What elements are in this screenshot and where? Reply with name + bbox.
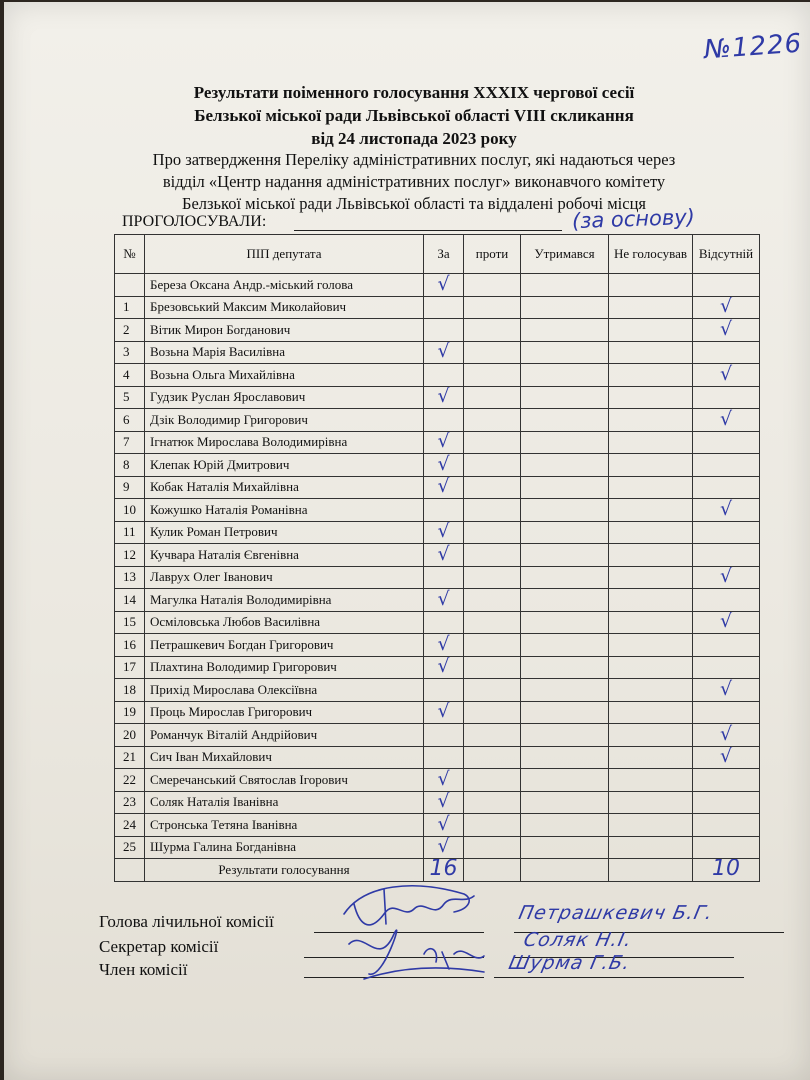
vote-cell-for <box>424 431 464 454</box>
checkmark-icon: √ <box>437 701 450 723</box>
row-number: 13 <box>115 566 145 589</box>
row-number: 18 <box>115 679 145 702</box>
row-number: 8 <box>115 454 145 477</box>
title-line-2: Белзької міської ради Львівської області VIII скликання <box>194 106 634 125</box>
vote-cell-for <box>424 836 464 859</box>
vote-cell-abstained <box>521 836 609 859</box>
vote-cell-absent <box>693 566 760 589</box>
checkmark-icon: √ <box>437 543 450 565</box>
subject-line-3: Белзької міської ради Львівської області та віддалені робочі місця <box>181 194 647 213</box>
vote-cell-abstained <box>521 274 609 297</box>
vote-cell-against <box>464 544 521 567</box>
table-row <box>115 341 760 364</box>
vote-cell-not-voted <box>609 341 693 364</box>
vote-cell-absent <box>693 836 760 859</box>
vote-cell-against <box>464 274 521 297</box>
table-row <box>115 296 760 319</box>
vote-table <box>114 234 760 882</box>
vote-cell-not-voted <box>609 701 693 724</box>
table-row <box>115 769 760 792</box>
row-number: 21 <box>115 746 145 769</box>
voted-underline <box>294 230 562 231</box>
checkmark-icon: √ <box>719 408 733 430</box>
basis-note: (за основу) <box>571 204 696 234</box>
vote-cell-not-voted <box>609 409 693 432</box>
deputy-name: Смеречанський Святослав Ігорович <box>145 769 424 792</box>
vote-cell-not-voted <box>609 679 693 702</box>
deputy-name: Лаврух Олег Іванович <box>145 566 424 589</box>
vote-cell-abstained <box>521 544 609 567</box>
table-row <box>115 431 760 454</box>
vote-cell-absent <box>693 409 760 432</box>
row-number: 23 <box>115 791 145 814</box>
member-name-line <box>494 977 744 978</box>
vote-cell-for <box>424 341 464 364</box>
vote-cell-abstained <box>521 679 609 702</box>
vote-cell-not-voted <box>609 656 693 679</box>
deputy-name: Осміловська Любов Василівна <box>145 611 424 634</box>
vote-cell-against <box>464 634 521 657</box>
table-row <box>115 364 760 387</box>
deputy-name: Прихід Мирослава Олексіївна <box>145 679 424 702</box>
vote-cell-abstained <box>521 724 609 747</box>
vote-cell-absent <box>693 589 760 612</box>
vote-cell-not-voted <box>609 364 693 387</box>
checkmark-icon: √ <box>719 611 733 633</box>
vote-cell-for <box>424 814 464 837</box>
vote-cell-for <box>424 544 464 567</box>
vote-cell-absent <box>693 814 760 837</box>
deputy-name: Соляк Наталія Іванівна <box>145 791 424 814</box>
vote-cell-not-voted <box>609 814 693 837</box>
deputy-name: Кобак Наталія Михайлівна <box>145 476 424 499</box>
vote-cell-abstained <box>521 634 609 657</box>
vote-cell-against <box>464 454 521 477</box>
vote-cell-abstained <box>521 499 609 522</box>
vote-cell-absent <box>693 431 760 454</box>
vote-cell-absent <box>693 791 760 814</box>
deputy-name: Ігнатюк Мирослава Володимирівна <box>145 431 424 454</box>
deputy-name: Кучвара Наталія Євгенівна <box>145 544 424 567</box>
subject-line-2: відділ «Центр надання адміністративних послуг» виконавчого комітету <box>162 172 666 191</box>
vote-cell-abstained <box>521 791 609 814</box>
vote-cell-for <box>424 679 464 702</box>
vote-cell-for <box>424 589 464 612</box>
vote-cell-against <box>464 814 521 837</box>
vote-cell-absent <box>693 364 760 387</box>
deputy-name: Петрашкевич Богдан Григорович <box>145 634 424 657</box>
vote-cell-absent <box>693 319 760 342</box>
vote-cell-for <box>424 296 464 319</box>
row-number <box>115 274 145 297</box>
checkmark-icon: √ <box>437 431 450 453</box>
vote-cell-not-voted <box>609 611 693 634</box>
vote-cell-abstained <box>521 746 609 769</box>
vote-cell-for <box>424 769 464 792</box>
vote-cell-abstained <box>521 566 609 589</box>
vote-cell-absent <box>693 701 760 724</box>
vote-cell-not-voted <box>609 544 693 567</box>
row-number: 11 <box>115 521 145 544</box>
vote-cell-against <box>464 724 521 747</box>
vote-cell-absent <box>693 274 760 297</box>
vote-cell-for <box>424 791 464 814</box>
vote-cell-abstained <box>521 364 609 387</box>
vote-cell-against <box>464 319 521 342</box>
checkmark-icon: √ <box>437 836 450 858</box>
row-number: 9 <box>115 476 145 499</box>
deputy-name: Вітик Мирон Богданович <box>145 319 424 342</box>
vote-cell-against <box>464 746 521 769</box>
deputy-name: Сич Іван Михайлович <box>145 746 424 769</box>
vote-cell-against <box>464 611 521 634</box>
checkmark-icon: √ <box>437 476 450 498</box>
checkmark-icon: √ <box>437 791 450 813</box>
checkmark-icon: √ <box>437 588 450 610</box>
checkmark-icon: √ <box>719 678 733 700</box>
vote-cell-abstained <box>521 589 609 612</box>
header-num: № <box>115 235 145 274</box>
row-number: 17 <box>115 656 145 679</box>
table-row <box>115 634 760 657</box>
vote-cell-not-voted <box>609 386 693 409</box>
vote-cell-absent <box>693 499 760 522</box>
deputy-name: Магулка Наталія Володимирівна <box>145 589 424 612</box>
table-row <box>115 521 760 544</box>
checkmark-icon: √ <box>437 273 450 295</box>
results-label: Результати голосування <box>145 859 424 882</box>
checkmark-icon: √ <box>437 768 450 790</box>
vote-cell-absent <box>693 746 760 769</box>
results-for-total: 16 <box>429 858 458 881</box>
vote-cell-not-voted <box>609 634 693 657</box>
vote-cell-abstained <box>521 769 609 792</box>
vote-cell-abstained <box>521 431 609 454</box>
checkmark-icon: √ <box>719 296 733 318</box>
vote-cell-absent <box>693 341 760 364</box>
row-number: 19 <box>115 701 145 724</box>
vote-cell-absent <box>693 386 760 409</box>
row-number: 10 <box>115 499 145 522</box>
secretary-name: Соляк Н.І. <box>521 929 635 951</box>
checkmark-icon: √ <box>437 521 450 543</box>
deputy-name: Романчук Віталій Андрійович <box>145 724 424 747</box>
results-num-cell <box>115 859 145 882</box>
vote-cell-for <box>424 476 464 499</box>
vote-cell-absent <box>693 724 760 747</box>
table-row <box>115 679 760 702</box>
table-row <box>115 589 760 612</box>
vote-cell-abstained <box>521 454 609 477</box>
vote-cell-not-voted <box>609 454 693 477</box>
row-number: 25 <box>115 836 145 859</box>
vote-cell-for <box>424 274 464 297</box>
table-row <box>115 566 760 589</box>
vote-cell-not-voted <box>609 296 693 319</box>
vote-cell-against <box>464 566 521 589</box>
vote-cell-abstained <box>521 386 609 409</box>
vote-cell-against <box>464 836 521 859</box>
row-number: 12 <box>115 544 145 567</box>
vote-cell-absent <box>693 769 760 792</box>
vote-cell-for <box>424 386 464 409</box>
vote-cell-absent <box>693 476 760 499</box>
deputy-name: Береза Оксана Андр.-міський голова <box>145 274 424 297</box>
table-row <box>115 656 760 679</box>
row-number: 20 <box>115 724 145 747</box>
vote-cell-against <box>464 701 521 724</box>
vote-cell-against <box>464 409 521 432</box>
table-row <box>115 611 760 634</box>
vote-cell-for <box>424 319 464 342</box>
vote-cell-absent <box>693 296 760 319</box>
vote-cell-against <box>464 431 521 454</box>
deputy-name: Брезовський Максим Миколайович <box>145 296 424 319</box>
header-against: проти <box>464 235 521 274</box>
secretary-label: Секретар комісії <box>99 937 219 956</box>
vote-cell-for <box>424 724 464 747</box>
member-name: Шурма Г.Б. <box>506 952 633 974</box>
vote-cell-for <box>424 656 464 679</box>
table-row <box>115 814 760 837</box>
deputy-name: Кулик Роман Петрович <box>145 521 424 544</box>
vote-rows <box>115 274 760 859</box>
document-page <box>4 2 810 1080</box>
header-for: За <box>424 235 464 274</box>
results-absent-cell <box>693 859 760 882</box>
vote-cell-against <box>464 364 521 387</box>
table-row <box>115 386 760 409</box>
vote-cell-absent <box>693 521 760 544</box>
vote-cell-abstained <box>521 611 609 634</box>
chair-name: Петрашкевич Б.Г. <box>516 902 716 924</box>
deputy-name: Проць Мирослав Григорович <box>145 701 424 724</box>
title-line-1: Результати поіменного голосування XXXIX чергової сесії <box>193 83 635 102</box>
vote-cell-not-voted <box>609 274 693 297</box>
vote-cell-against <box>464 769 521 792</box>
vote-cell-abstained <box>521 656 609 679</box>
voted-label: ПРОГОЛОСУВАЛИ: <box>122 213 267 230</box>
subject-line-1: Про затвердження Переліку адміністративних послуг, які надаються через <box>152 150 676 169</box>
vote-cell-not-voted <box>609 836 693 859</box>
title-line-3: від 24 листопада 2023 року <box>311 129 517 148</box>
row-number: 3 <box>115 341 145 364</box>
vote-cell-abstained <box>521 409 609 432</box>
table-row <box>115 274 760 297</box>
row-number: 22 <box>115 769 145 792</box>
deputy-name: Стронська Тетяна Іванівна <box>145 814 424 837</box>
vote-cell-against <box>464 589 521 612</box>
table-row <box>115 724 760 747</box>
row-number: 7 <box>115 431 145 454</box>
vote-cell-not-voted <box>609 431 693 454</box>
vote-cell-absent <box>693 634 760 657</box>
vote-cell-for <box>424 454 464 477</box>
checkmark-icon: √ <box>719 363 733 385</box>
header-not-voted: Не голосував <box>609 235 693 274</box>
deputy-name: Гудзик Руслан Ярославович <box>145 386 424 409</box>
checkmark-icon: √ <box>437 633 450 655</box>
deputy-name: Шурма Галина Богданівна <box>145 836 424 859</box>
vote-cell-against <box>464 656 521 679</box>
row-number: 16 <box>115 634 145 657</box>
vote-cell-absent <box>693 656 760 679</box>
vote-cell-abstained <box>521 296 609 319</box>
vote-cell-absent <box>693 679 760 702</box>
deputy-name: Возьна Марія Василівна <box>145 341 424 364</box>
chair-label: Голова лічильної комісії <box>99 912 274 931</box>
vote-cell-for <box>424 364 464 387</box>
vote-cell-not-voted <box>609 476 693 499</box>
vote-cell-absent <box>693 611 760 634</box>
vote-cell-for <box>424 566 464 589</box>
vote-cell-not-voted <box>609 746 693 769</box>
vote-cell-against <box>464 521 521 544</box>
results-not-voted-cell <box>609 859 693 882</box>
table-row <box>115 701 760 724</box>
table-row <box>115 319 760 342</box>
checkmark-icon: √ <box>437 341 450 363</box>
deputy-name: Плахтина Володимир Григорович <box>145 656 424 679</box>
vote-cell-not-voted <box>609 724 693 747</box>
vote-cell-against <box>464 386 521 409</box>
row-number: 15 <box>115 611 145 634</box>
vote-cell-not-voted <box>609 791 693 814</box>
table-row <box>115 836 760 859</box>
vote-cell-against <box>464 679 521 702</box>
table-row <box>115 409 760 432</box>
vote-cell-against <box>464 341 521 364</box>
vote-cell-abstained <box>521 521 609 544</box>
vote-cell-abstained <box>521 814 609 837</box>
deputy-name: Возьна Ольга Михайлівна <box>145 364 424 387</box>
vote-cell-not-voted <box>609 521 693 544</box>
checkmark-icon: √ <box>719 746 733 768</box>
header-name: ПІП депутата <box>145 235 424 274</box>
deputy-name: Дзік Володимир Григорович <box>145 409 424 432</box>
vote-cell-for <box>424 499 464 522</box>
checkmark-icon: √ <box>437 813 450 835</box>
vote-cell-for <box>424 521 464 544</box>
table-row <box>115 544 760 567</box>
deputy-name: Кожушко Наталія Романівна <box>145 499 424 522</box>
header-absent: Відсутній <box>693 235 760 274</box>
table-header-row <box>115 235 760 274</box>
vote-cell-for <box>424 634 464 657</box>
checkmark-icon: √ <box>437 453 450 475</box>
vote-cell-against <box>464 476 521 499</box>
vote-cell-for <box>424 611 464 634</box>
table-row <box>115 746 760 769</box>
vote-cell-against <box>464 791 521 814</box>
document-number: №1226 <box>703 28 804 66</box>
vote-cell-abstained <box>521 701 609 724</box>
vote-cell-not-voted <box>609 319 693 342</box>
checkmark-icon: √ <box>437 386 450 408</box>
table-row <box>115 476 760 499</box>
vote-cell-abstained <box>521 341 609 364</box>
vote-cell-abstained <box>521 319 609 342</box>
deputy-name: Клепак Юрій Дмитрович <box>145 454 424 477</box>
table-row <box>115 454 760 477</box>
table-row <box>115 791 760 814</box>
row-number: 14 <box>115 589 145 612</box>
vote-cell-abstained <box>521 476 609 499</box>
member-label: Член комісії <box>99 960 188 979</box>
row-number: 24 <box>115 814 145 837</box>
vote-cell-absent <box>693 544 760 567</box>
row-number: 1 <box>115 296 145 319</box>
results-absent-total: 10 <box>712 858 740 881</box>
header-abstained: Утримався <box>521 235 609 274</box>
vote-cell-absent <box>693 454 760 477</box>
vote-cell-for <box>424 746 464 769</box>
vote-cell-for <box>424 409 464 432</box>
vote-cell-not-voted <box>609 499 693 522</box>
vote-cell-not-voted <box>609 589 693 612</box>
vote-cell-against <box>464 499 521 522</box>
checkmark-icon: √ <box>719 318 733 340</box>
checkmark-icon: √ <box>719 723 733 745</box>
vote-cell-for <box>424 701 464 724</box>
row-number: 5 <box>115 386 145 409</box>
checkmark-icon: √ <box>437 656 450 678</box>
vote-cell-not-voted <box>609 566 693 589</box>
row-number: 6 <box>115 409 145 432</box>
results-abstained-cell <box>521 859 609 882</box>
checkmark-icon: √ <box>719 498 733 520</box>
row-number: 4 <box>115 364 145 387</box>
table-row <box>115 499 760 522</box>
vote-cell-not-voted <box>609 769 693 792</box>
checkmark-icon: √ <box>719 566 733 588</box>
row-number: 2 <box>115 319 145 342</box>
vote-cell-against <box>464 296 521 319</box>
handwritten-signatures <box>324 874 504 984</box>
